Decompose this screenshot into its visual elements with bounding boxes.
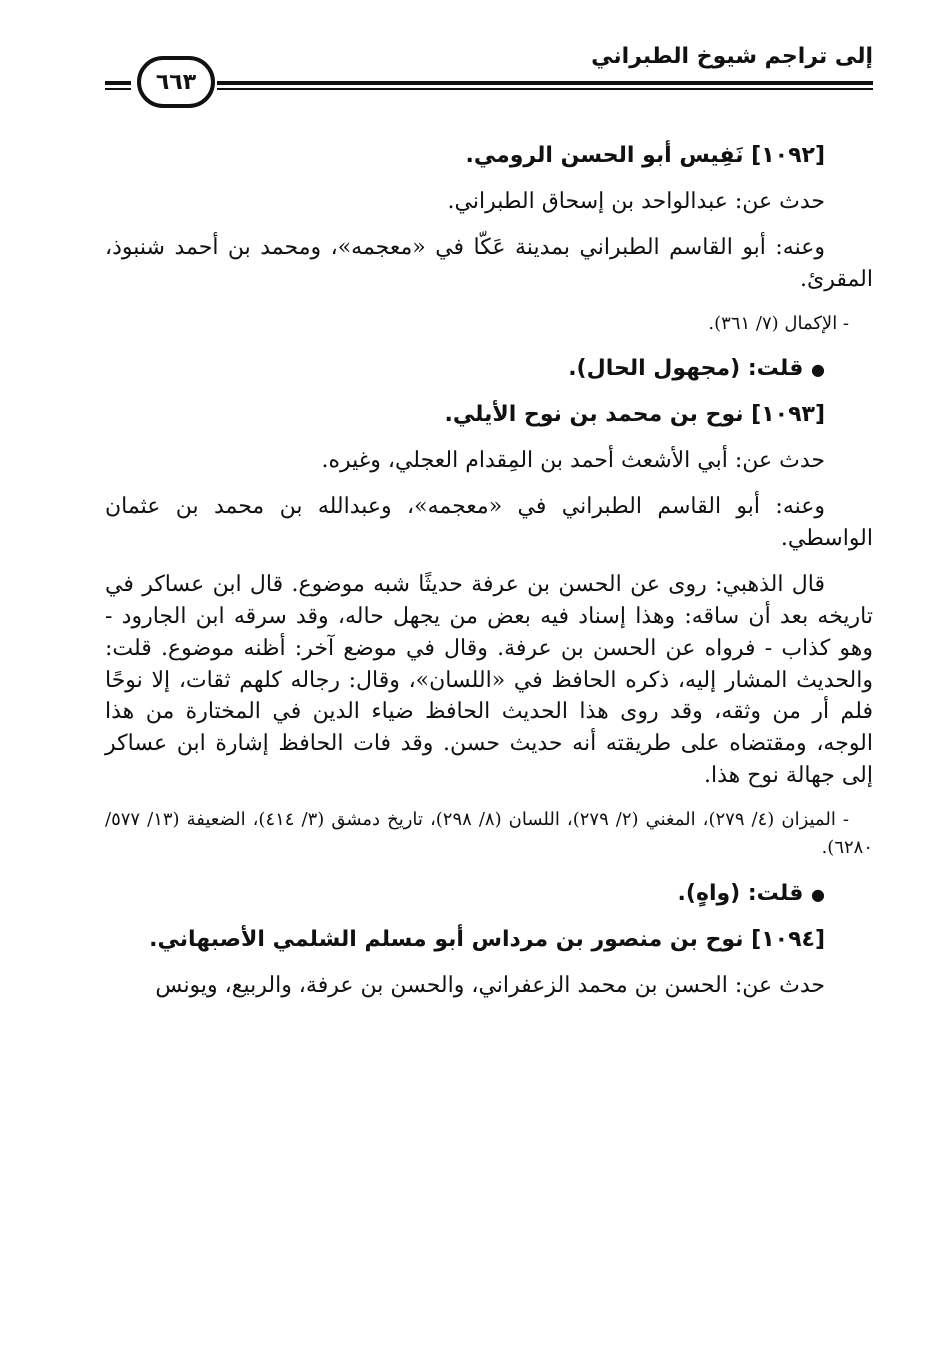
entry-title-1094: [١٠٩٤] نوح بن منصور بن مرداس أبو مسلم الشلمي الأصبهاني. [149,926,825,952]
header-rule [217,81,873,85]
narrated-by-1093: وعنه: أبو القاسم الطبراني في «معجمه»، وعبدالله بن محمد بن عثمان الواسطي. [105,494,873,552]
verdict-1093 [105,878,873,910]
page-number-text: ٦٦٣ [155,69,197,95]
narrated-from-1094: حدث عن: الحسن بن محمد الزعفراني، والحسن بن عرفة، والربيع، ويونس [155,972,825,998]
bullet-icon: ● [811,884,825,904]
verdict-text-1093: قلت: (واهٍ). [677,880,804,906]
page-number [137,56,215,108]
verdict-1092 [105,353,873,385]
header-rule-left [105,81,131,85]
running-title: إلى تراجم شيوخ الطبراني [591,44,873,69]
narrated-from-1092: حدث عن: عبدالواحد بن إسحاق الطبراني. [447,188,825,214]
entry-title-1092: [١٠٩٢] نَفِيس أبو الحسن الرومي. [465,143,825,168]
narrated-from-1093: حدث عن: أبي الأشعث أحمد بن المِقدام العجلي، وغيره. [321,448,825,474]
header-rule-left-thin [105,88,131,90]
sources-1093: - الميزان (٤/ ٢٧٩)، المغني (٢/ ٢٧٩)، اللسان (٨/ ٢٩٨)، تاريخ دمشق (٣/ ٤١٤)، الضعيفة (١٣/ ٥٧٧/ ٦٢٨٠). [105,809,873,859]
bullet-icon: ● [811,360,825,380]
page-content [105,140,873,1016]
verdict-text-1092: قلت: (مجهول الحال). [568,356,804,382]
entry-title-1093: [١٠٩٣] نوح بن محمد بن نوح الأيلي. [444,402,825,428]
sources-1092: - الإكمال (٧/ ٣٦١). [708,312,849,334]
narrated-by-1092: وعنه: أبو القاسم الطبراني بمدينة عَكّا في «معجمه»، ومحمد بن أحمد شنبوذ، المقرئ. [105,234,873,292]
page-header [105,40,873,110]
header-rule-thin [217,88,873,90]
dhahabi-comment-1093: قال الذهبي: روى عن الحسن بن عرفة حديثًا شبه موضوع. قال ابن عساكر في تاريخه بعد أن ساقه: وهذا إسناد فيه بعض من يجهل حاله، وقد سرقه ابن الجارود - وهو كذاب - فرواه عن الحسن بن عرفة. وقال في موضع آخر: أظنه موضوع. قلت: والحديث المشار إليه، ذكره الحافظ في «اللسان»، وقال: رجاله كلهم ثقات، إلا نوحًا فلم أر من وثقه، وقد روى هذا الحديث الحافظ ضياء الدين في المختارة من هذا الوجه، ومقتضاه على طريقته أنه حديث حسن. وقد فات الحافظ إشارة ابن عساكر إلى جهالة نوح هذا. [105,571,873,789]
